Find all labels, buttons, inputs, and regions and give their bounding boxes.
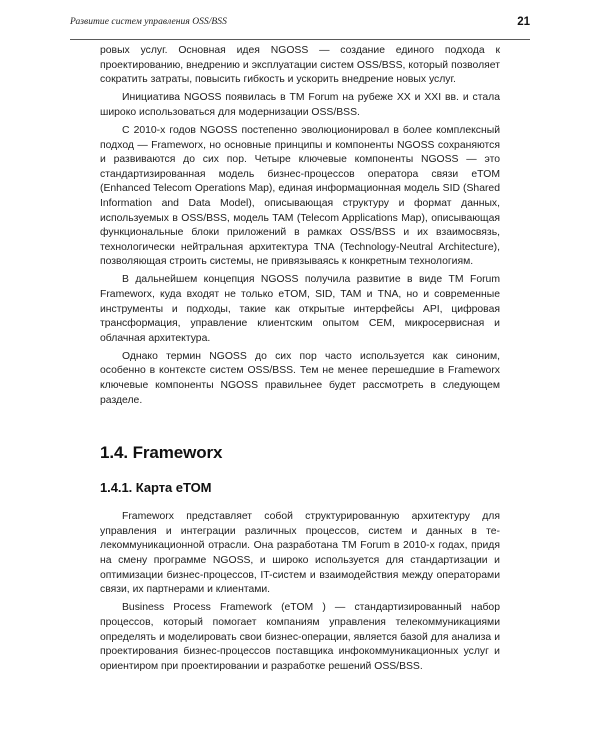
section-heading: 1.4. Frameworx	[100, 443, 223, 463]
spacer	[100, 463, 500, 479]
paragraph: Business Process Framework (eTOM ) — стандартизированный набор процессов, который помогает компаниям управления телекоммуникациями определять и моделировать свои бизнес-операции, является базой для анализа и проектирования бизнес-процессов поставщика инфокоммуникационных услуг и ориентиром при проектировании и разработке решений OSS/BSS.	[100, 602, 500, 672]
spacer	[100, 496, 500, 510]
paragraph: В дальнейшем концепция NGOSS получила развитие в виде TM Forum Frameworx, куда входят не только eTOM, SID, TAM и TNA, но и современные инструменты и подходы, такие как открытые интерфейсы API, цифровая трансформация, управление клиентским опытом CEM, микросервисная и облачная архитектура.	[100, 274, 500, 344]
running-head	[70, 16, 530, 40]
paragraph: С 2010-х годов NGOSS постепенно эволюционировал в более комплексный подход — Frameworx, но основные принципы и компоненты NGOSS сохраняются и развиваются до сих пор. Четыре ключевые компоненты NGOSS — это стандартизированная модель бизнес-процессов оператора связи eTOM (Enhanced Telecom Operations Map), единая информационная модель SID (Shared Information and Data Model), описывающая структуру и формат данных, используемых в OSS/BSS, модель TAM (Telecom Applications Map), описывающая функциональные блоки приложений в рамках OSS/BSS и их взаимосвязь, технологически нейтральная архитектура TNA (Technology-Neutral Architecture), позволяющая строить системы, не привязываясь к конкретным технологиям.	[100, 124, 500, 268]
paragraph: Однако термин NGOSS до сих пор часто используется как синоним, особенно в контексте систем OSS/BSS. Тем не менее перешедшие в Frameworx ключевые компоненты NGOSS правильнее будет рассмотреть в следующем разделе.	[100, 350, 500, 406]
paragraph: Инициатива NGOSS появилась в TM Forum на рубеже XX и XXI вв. и стала широко использоваться для модернизации OSS/BSS.	[100, 92, 500, 118]
subsection-heading: 1.4.1. Карта eTOM	[100, 480, 212, 496]
spacer	[100, 408, 500, 442]
text-column	[100, 44, 500, 674]
paragraph-continuation: ровых услуг. Основная идея NGOSS — создание единого подхода к проектированию, внедрению и эксплуатации систем OSS/BSS, который позволяет сократить затраты, повысить гибкость и ускорить внедрение новых услуг.	[100, 45, 500, 86]
page-number: 21	[517, 16, 530, 28]
paragraph: Frameworx представляет собой структурированную архитектуру для управления и интеграции различных процессов, систем и данных в телекоммуникационной отрасли. Она разработана TM Forum в 2010-х годах, придя на смену программе NGOSS, и широко используется для стандартизации и оптимизации бизнес-процессов, IT-систем и взаимодействия между операторами связи, их партнерами и клиентами.	[100, 511, 500, 596]
running-head-title: Развитие систем управления OSS/BSS	[70, 17, 227, 27]
